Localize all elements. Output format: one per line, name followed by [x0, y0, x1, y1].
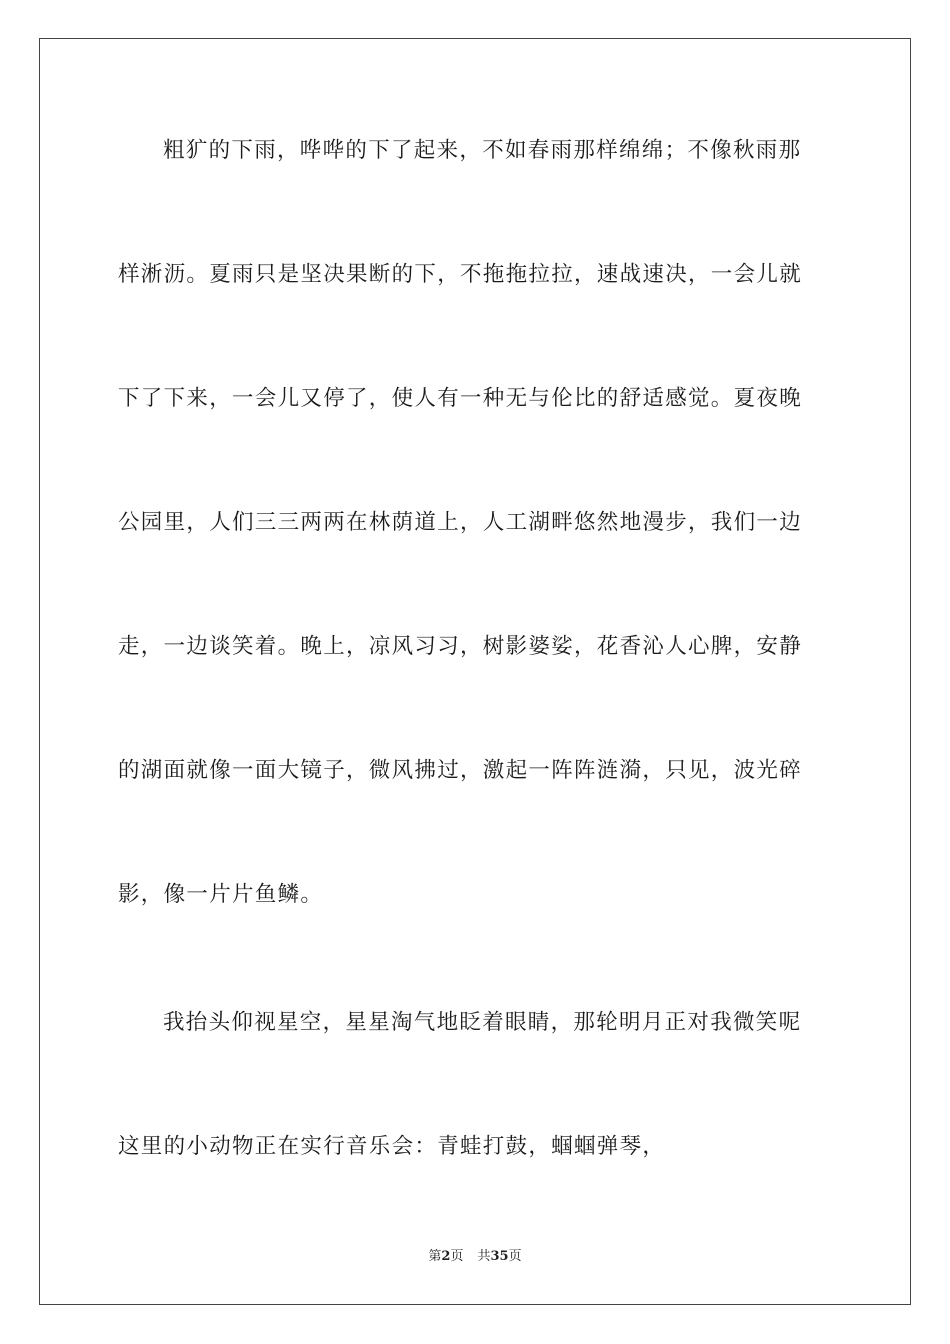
paragraph-1-line-3: 下了下来，一会儿又停了，使人有一种无与伦比的舒适感觉。夏夜晚 — [118, 386, 803, 411]
paragraph-1-line-5: 走，一边谈笑着。晚上，凉风习习，树影婆娑，花香沁人心脾，安静 — [118, 634, 803, 659]
total-prefix: 共 — [477, 1249, 491, 1264]
page-number: 2 — [441, 1249, 451, 1264]
paragraph-1-line-4: 公园里，人们三三两两在林荫道上，人工湖畔悠然地漫步，我们一边 — [118, 510, 803, 535]
paragraph-1-line-6: 的湖面就像一面大镜子，微风拂过，激起一阵阵涟漪，只见，波光碎 — [118, 758, 803, 783]
total-suffix: 页 — [508, 1249, 522, 1264]
paragraph-1-line-1: 粗犷的下雨，哗哗的下了起来，不如春雨那样绵绵；不像秋雨那 — [163, 138, 802, 163]
paragraph-2-line-1: 我抬头仰视星空，星星淘气地眨着眼睛，那轮明月正对我微笑呢 — [163, 1010, 802, 1035]
page-border — [39, 38, 911, 1305]
paragraph-2-line-2: 这里的小动物正在实行音乐会：青蛙打鼓，蝈蝈弹琴， — [118, 1134, 666, 1159]
page-suffix: 页 — [450, 1249, 464, 1264]
paragraph-1-line-2: 样淅沥。夏雨只是坚决果断的下，不拖拖拉拉，速战速决，一会儿就 — [118, 262, 803, 287]
page-prefix: 第 — [428, 1249, 442, 1264]
paragraph-1-line-7: 影，像一片片鱼鳞。 — [118, 882, 324, 907]
total-pages: 35 — [490, 1249, 509, 1264]
page-footer — [0, 1248, 950, 1266]
